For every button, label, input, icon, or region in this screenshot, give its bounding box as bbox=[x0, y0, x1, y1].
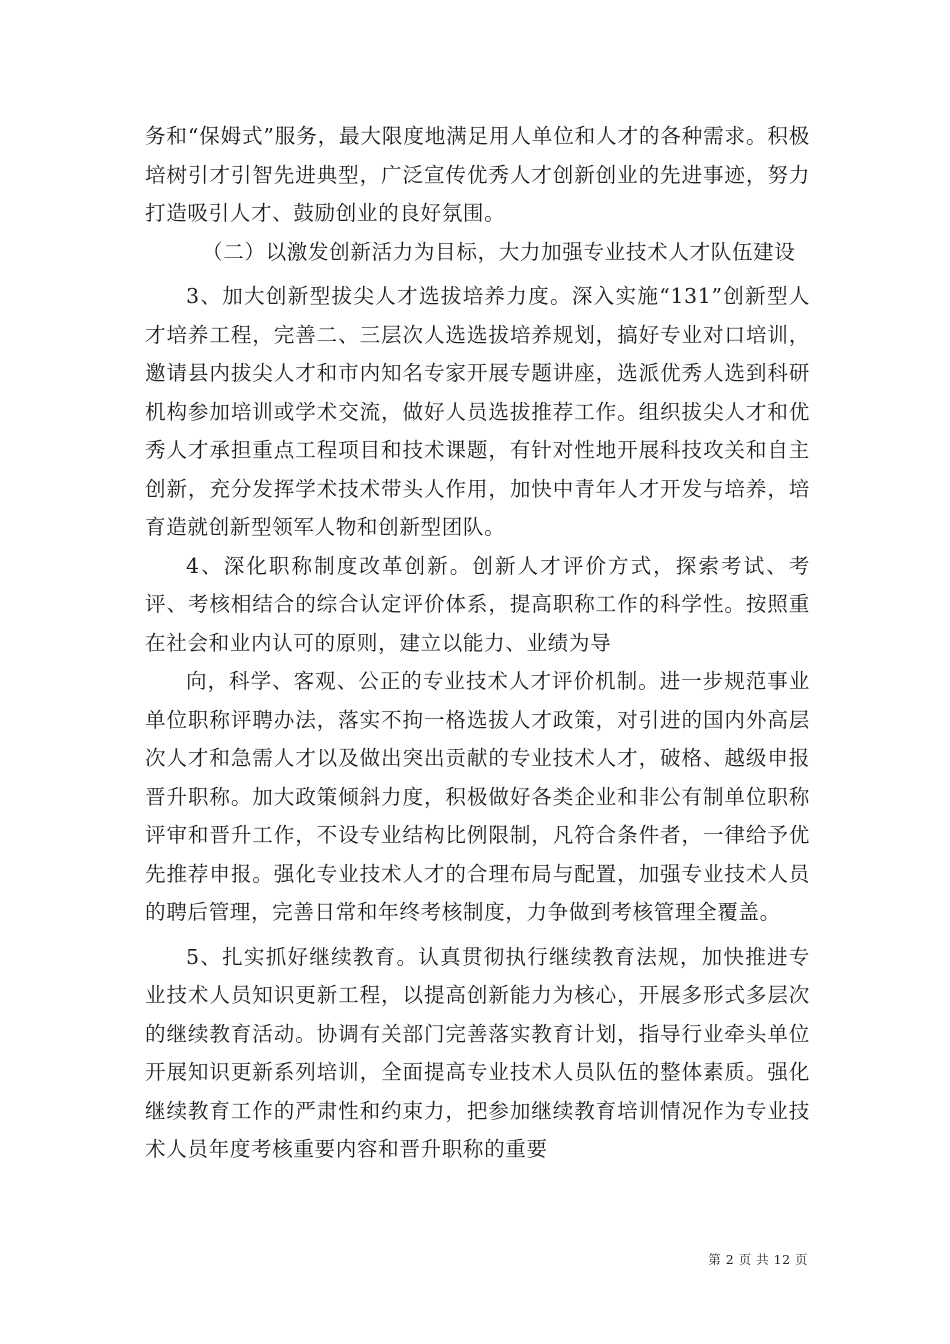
section-heading-2: （二）以激发创新活力为目标，大力加强专业技术人才队伍建设 bbox=[202, 239, 796, 264]
paragraph-item-5: 5、扎实抓好继续教育。认真贯彻执行继续教育法规，加快推进专业技术人员知识更新工程，以提高创新能力为核心，开展多形式多层次的继续教育活动。协调有关部门完善落实教育计划，指导行业牵头单位开展知识更新系列培训，全面提高专业技术人员队伍的整体素质。强化继续教育工作的严肃性和约束力，把参加继续教育培训情况作为专业技术人员年度考核重要内容和晋升职称的重要 bbox=[145, 944, 810, 1161]
paragraph-item-3: 3、加大创新型拔尖人才选拔培养力度。深入实施“131”创新型人才培养工程，完善二、三层次人选选拔培养规划，搞好专业对口培训，邀请县内拔尖人才和市内知名专家开展专题讲座，选派优秀人选到科研机构参加培训或学术交流，做好人员选拔推荐工作。组织拔尖人才和优秀人才承担重点工程项目和技术课题，有针对性地开展科技攻关和自主创新，充分发挥学术技术带头人作用，加快中青年人才开发与培养，培育造就创新型领军人物和创新型团队。 bbox=[145, 284, 810, 539]
paragraph-item-4-continued: 向，科学、客观、公正的专业技术人才评价机制。进一步规范事业单位职称评聘办法，落实不拘一格选拔人才政策，对引进的国内外高层次人才和急需人才以及做出突出贡献的专业技术人才，破格、越级申报晋升职称。加大政策倾斜力度，积极做好各类企业和非公有制单位职称评审和晋升工作，不设专业结构比例限制，凡符合条件者，一律给予优先推荐申报。强化专业技术人才的合理布局与配置，加强专业技术人员的聘后管理，完善日常和年终考核制度，力争做到考核管理全覆盖。 bbox=[145, 669, 810, 924]
document-body bbox=[145, 117, 810, 1169]
page-number-footer: 第 2 页 共 12 页 bbox=[708, 1252, 808, 1267]
paragraph-service-continuation: 务和“保姆式”服务，最大限度地满足用人单位和人才的各种需求。积极培树引才引智先进典型，广泛宣传优秀人才创新创业的先进事迹，努力打造吸引人才、鼓励创业的良好氛围。 bbox=[145, 124, 810, 225]
paragraph-item-4: 4、深化职称制度改革创新。创新人才评价方式，探索考试、考评、考核相结合的综合认定评价体系，提高职称工作的科学性。按照重在社会和业内认可的原则，建立以能力、业绩为导 bbox=[145, 553, 810, 655]
